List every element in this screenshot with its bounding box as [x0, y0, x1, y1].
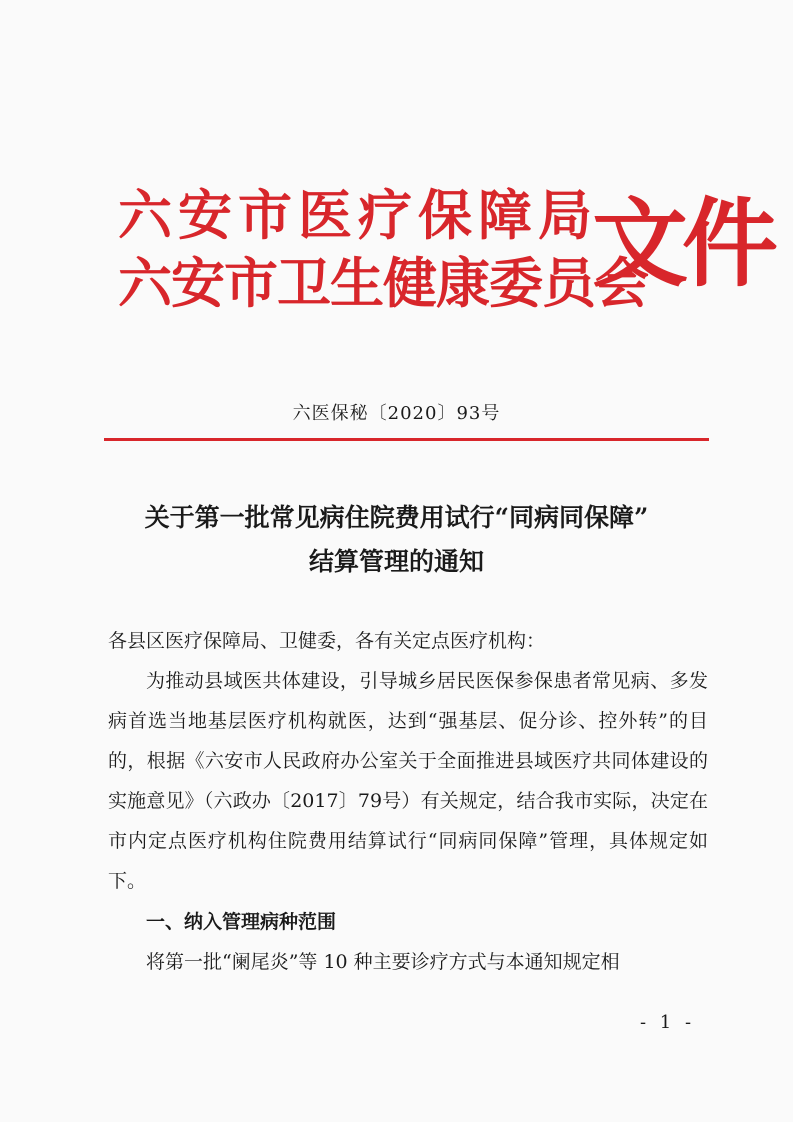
section-heading-1: 一、纳入管理病种范围	[146, 911, 337, 933]
document-header	[118, 178, 772, 328]
title-line-2: 结算管理的通知	[308, 547, 484, 576]
page-number: - 1 -	[640, 1012, 696, 1033]
red-divider	[104, 438, 709, 441]
paragraph-2: 将第一批“阑尾炎”等 10 种主要诊疗方式与本通知规定相	[146, 951, 620, 973]
document-number: 六医保秘〔2020〕93号	[292, 403, 501, 424]
title-line-1: 关于第一批常见病住院费用试行“同病同保障”	[144, 503, 649, 532]
addressee: 各县区医疗保障局、卫健委，各有关定点医疗机构：	[108, 630, 546, 652]
paragraph-1: 为推动县域医共体建设，引导城乡居民医保参保患者常见病、多发病首选当地基层医疗机构就医，达到“强基层、促分诊、控外转”的目的，根据《六安市人民政府办公室关于全面推进县域医疗共同体建设的实施意见》（六政办〔2017〕79号）有关规定，结合我市实际，决定在市内定点医疗机构住院费用结算试行“同病同保障”管理，具体规定如下。	[108, 670, 708, 892]
issuing-org-1: 六安市医疗保障局	[118, 183, 598, 247]
document-word: 文件	[592, 187, 772, 300]
document-title	[0, 496, 793, 584]
issuing-org-2: 六安市卫生健康委员会	[118, 251, 648, 315]
